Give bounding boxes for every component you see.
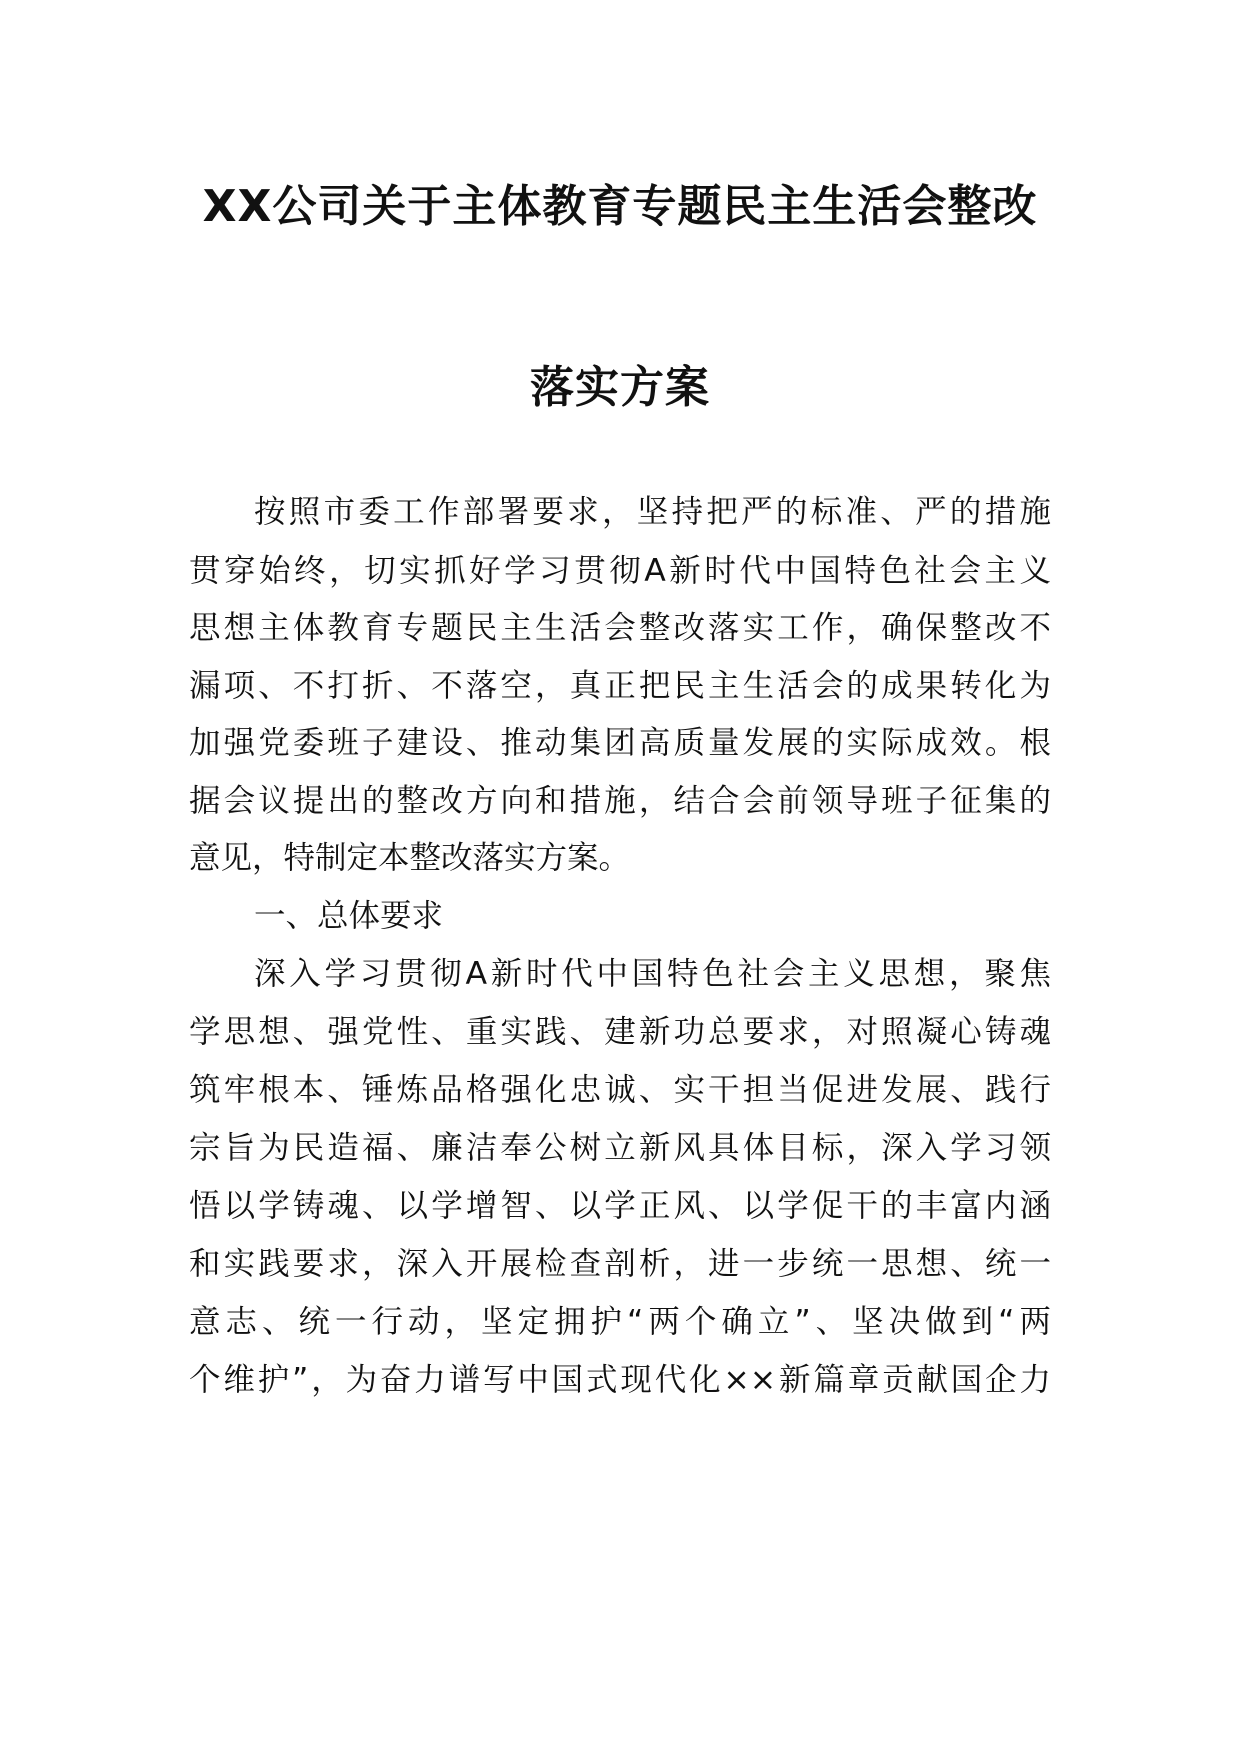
paragraph-intro-line: 意见，特制定本整改落实方案。: [189, 840, 631, 876]
paragraph-intro-line: 加强党委班子建设、推动集团高质量发展的实际成效。根: [189, 725, 1051, 761]
paragraph-intro-line: 按照市委工作部署要求，坚持把严的标准、严的措施: [254, 494, 1051, 530]
paragraph-intro-line: 贯穿始终，切实抓好学习贯彻A新时代中国特色社会主义: [189, 553, 1051, 589]
section-heading-general-requirements: 一、总体要求: [254, 898, 444, 934]
paragraph-requirements-line: 意志、统一行动，坚定拥护“两个确立”、坚决做到“两: [189, 1304, 1051, 1340]
paragraph-requirements-line: 宗旨为民造福、廉洁奉公树立新风具体目标，深入学习领: [189, 1130, 1051, 1166]
document-title-line-1: XX公司关于主体教育专题民主生活会整改: [202, 181, 1038, 232]
paragraph-requirements-line: 深入学习贯彻A新时代中国特色社会主义思想，聚焦: [254, 956, 1051, 992]
paragraph-requirements-line: 悟以学铸魂、以学增智、以学正风、以学促干的丰富内涵: [189, 1188, 1051, 1224]
paragraph-requirements-line: 和实践要求，深入开展检查剖析，进一步统一思想、统一: [189, 1246, 1051, 1282]
paragraph-intro-line: 思想主体教育专题民主生活会整改落实工作，确保整改不: [189, 610, 1051, 646]
document-title-line-2: 落实方案: [530, 362, 710, 413]
paragraph-requirements-line: 学思想、强党性、重实践、建新功总要求，对照凝心铸魂: [189, 1014, 1051, 1050]
paragraph-requirements-line: 个维护”，为奋力谱写中国式现代化××新篇章贡献国企力: [189, 1362, 1051, 1398]
paragraph-requirements-line: 筑牢根本、锤炼品格强化忠诚、实干担当促进发展、践行: [189, 1072, 1051, 1108]
paragraph-intro-line: 据会议提出的整改方向和措施，结合会前领导班子征集的: [189, 783, 1051, 819]
paragraph-intro-line: 漏项、不打折、不落空，真正把民主生活会的成果转化为: [189, 668, 1051, 704]
